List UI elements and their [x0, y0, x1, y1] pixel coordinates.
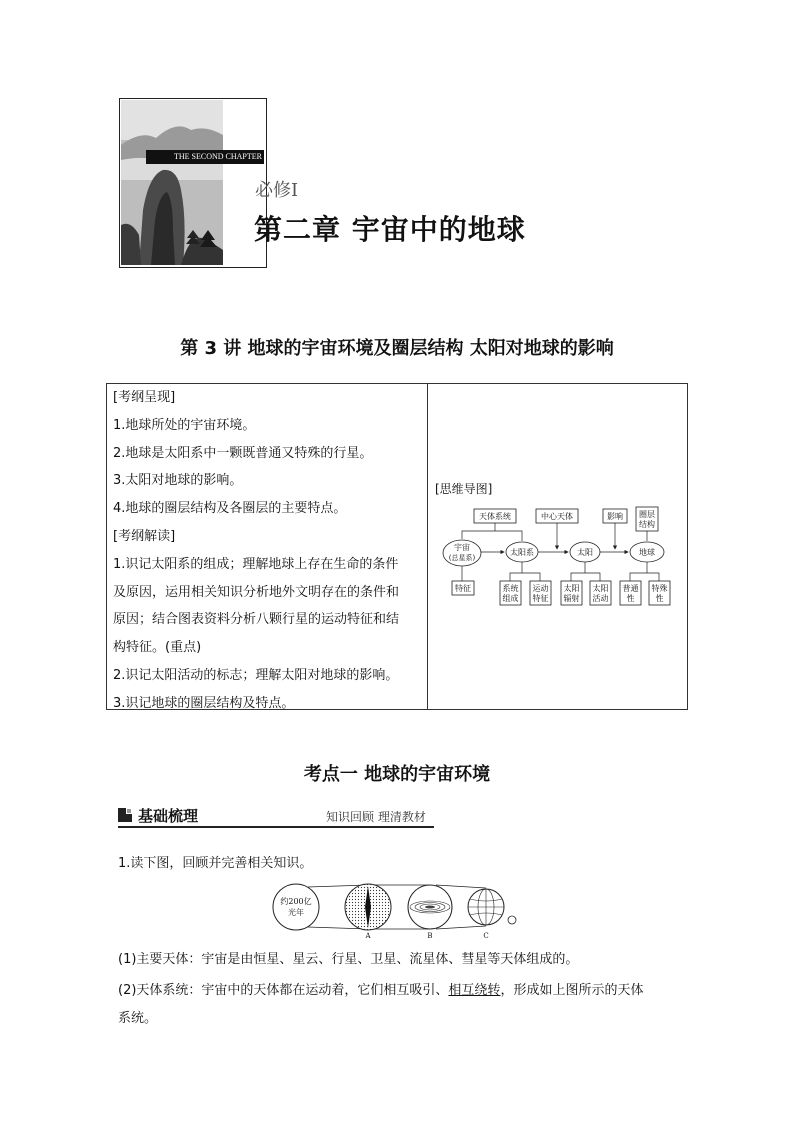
svg-text:性: 性 [655, 594, 664, 603]
outline-line: 及原因，运用相关知识分析地外文明存在的条件和 [113, 584, 400, 600]
mindmap-bottom-1 [452, 581, 474, 595]
svg-text:普通: 普通 [622, 584, 639, 593]
outline-line: 3.识记地球的圈层结构及特点。 [113, 695, 295, 711]
svg-text:圈层: 圈层 [639, 510, 655, 519]
universe-circle [273, 884, 319, 930]
galaxy-circle-a [345, 884, 391, 940]
outline-line: 原因；结合图表资料分析八颗行星的运动特征和结 [113, 612, 400, 628]
mindmap-top-label: 天体系统 [479, 512, 511, 521]
paragraph-2-underlined: 相互绕转 [448, 983, 501, 998]
mindmap-top-2 [536, 509, 578, 523]
outline-line: 2.地球是太阳系中一颗既普通又特殊的行星。 [113, 445, 373, 461]
svg-text:太阳: 太阳 [577, 548, 593, 557]
outline-line: 1.识记太阳系的组成；理解地球上存在生命的条件 [113, 556, 399, 572]
svg-text:宇宙: 宇宙 [454, 543, 470, 552]
outline-line: 3.太阳对地球的影响。 [113, 473, 243, 489]
paragraph-2-text: 系统。 [118, 1011, 158, 1026]
svg-text:运动: 运动 [532, 584, 549, 593]
svg-text:特征: 特征 [455, 584, 471, 593]
outline-line: [考纲呈现] [113, 390, 176, 405]
mindmap-bottom-2 [500, 581, 521, 605]
basics-underline [118, 826, 434, 828]
mindmap-node-universe [443, 540, 481, 566]
svg-text:C: C [483, 932, 489, 940]
cover-landscape-image [121, 100, 223, 265]
lesson-title: 第 3 讲 地球的宇宙环境及圈层结构 太阳对地球的影响 [180, 338, 614, 359]
svg-text:性: 性 [626, 594, 635, 603]
svg-text:B: B [427, 932, 433, 940]
chapter-band: THE SECOND CHAPTER [146, 150, 264, 164]
mindmap-bottom-7 [649, 581, 670, 605]
basics-subtitle: 知识回顾 理清教材 [326, 810, 426, 824]
mindmap-node-earth [630, 542, 664, 562]
svg-text:结构: 结构 [639, 520, 655, 529]
svg-text:特殊: 特殊 [651, 584, 668, 593]
mindmap-label: [思维导图] [435, 482, 493, 496]
outline-line: 4.地球的圈层结构及各圈层的主要特点。 [113, 501, 347, 517]
mindmap-node-sun [570, 542, 600, 562]
mindmap-top-label: 中心天体 [541, 512, 573, 521]
paragraph-2-text: (2)天体系统：宇宙中的天体都在运动着，它们相互吸引、 [118, 983, 449, 998]
mindmap-bottom-5 [590, 581, 611, 605]
svg-text:活动: 活动 [592, 594, 609, 603]
question-1: 1.读下图，回顾并完善相关知识。 [118, 856, 313, 871]
mindmap-top-3 [603, 509, 627, 523]
outline-line: [考纲解读] [113, 528, 176, 544]
svg-text:辐射: 辐射 [563, 594, 580, 603]
solar-system-circle-b [408, 885, 452, 940]
svg-text:约200亿: 约200亿 [280, 897, 312, 906]
outline-text [113, 384, 423, 718]
paragraph-2 [118, 977, 688, 1033]
svg-text:特征: 特征 [532, 594, 549, 603]
celestial-systems-figure [270, 880, 530, 940]
mindmap-bottom-4 [561, 581, 582, 605]
svg-text:太阳: 太阳 [563, 584, 580, 593]
mindmap-bottom-3 [530, 581, 551, 605]
svg-text:太阳: 太阳 [592, 584, 609, 593]
svg-text:地球: 地球 [639, 548, 655, 557]
outline-line: 2.识记太阳活动的标志；理解太阳对地球的影响。 [113, 667, 399, 683]
mindmap-bottom-6 [620, 581, 641, 605]
outline-line: 构特征。(重点) [113, 640, 202, 656]
svg-text:(总星系): (总星系) [448, 554, 476, 562]
svg-text:太阳系: 太阳系 [510, 548, 534, 557]
outline-line: 1.地球所处的宇宙环境。 [113, 417, 256, 433]
section-title: 考点一 地球的宇宙环境 [303, 764, 491, 785]
mindmap-diagram [440, 505, 680, 609]
outline-divider [427, 383, 428, 710]
paragraph-1: (1)主要天体：宇宙是由恒星、星云、行星、卫星、流星体、彗星等天体组成的。 [118, 952, 579, 967]
svg-text:系统: 系统 [502, 584, 519, 593]
earth-moon-circle-c [468, 889, 516, 940]
chapter-title: 第二章 宇宙中的地球 [254, 213, 526, 246]
subject-label: 必修Ⅰ [255, 180, 299, 201]
svg-text:A: A [365, 932, 371, 940]
mindmap-top-1 [474, 509, 516, 523]
mindmap-top-4 [636, 507, 658, 531]
basics-title: 基础梳理 [138, 807, 199, 825]
svg-text:组成: 组成 [502, 594, 519, 603]
mindmap-top-label: 影响 [607, 512, 623, 521]
svg-text:光年: 光年 [288, 908, 304, 917]
mindmap-node-solar-system [506, 542, 538, 562]
paragraph-2-text: ，形成如上图所示的天体 [500, 983, 644, 998]
basics-icon [118, 807, 132, 821]
